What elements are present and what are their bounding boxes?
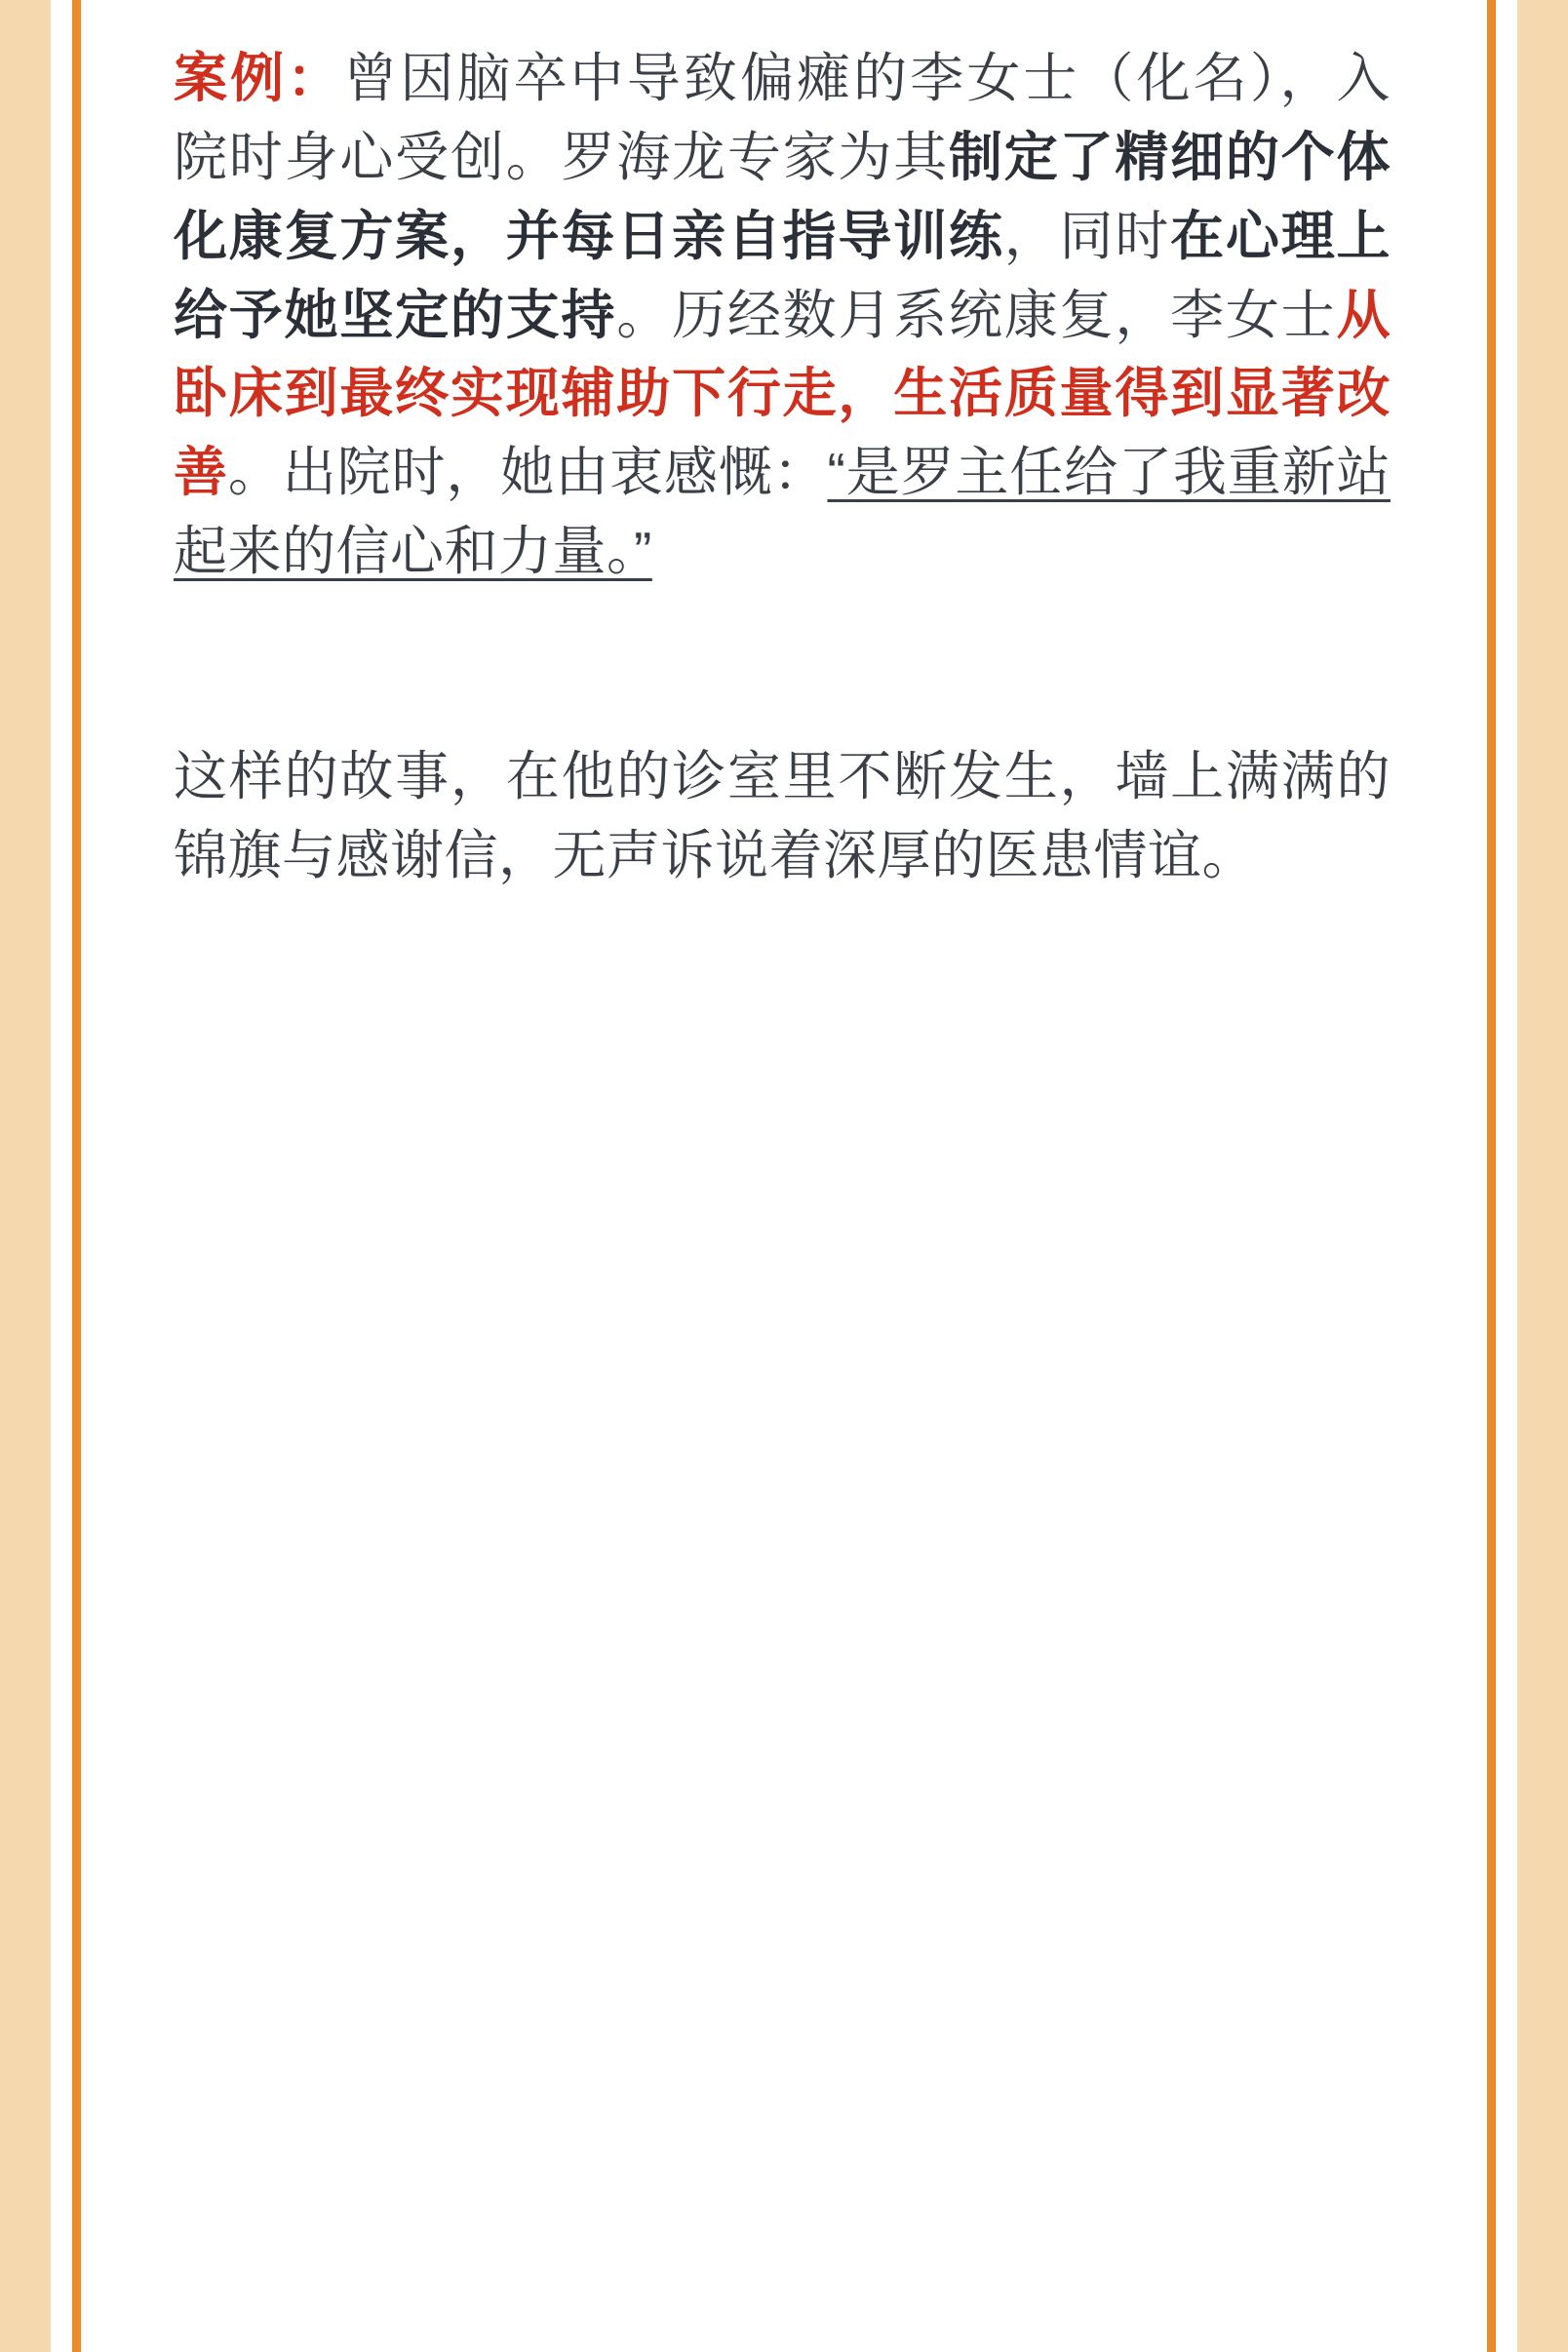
right-band-gap xyxy=(1496,0,1517,2352)
case-text-segment-1: 曾因脑卒中导致偏瘫的李女士（化名），入院时身心受创。罗海龙专家为其 xyxy=(174,48,1391,187)
left-band-accent xyxy=(72,0,81,2352)
closing-paragraph: 这样的故事，在他的诊室里不断发生，墙上满满的锦旗与感谢信，无声诉说着深厚的医患情谊。 xyxy=(174,745,1391,885)
left-band-light xyxy=(0,0,51,2352)
case-paragraph xyxy=(174,39,1391,591)
case-text-segment-7: 。出院时，她由衷感慨： xyxy=(227,442,828,503)
left-decorative-border xyxy=(0,0,127,2352)
right-band-accent xyxy=(1487,0,1496,2352)
case-text-segment-3: ，同时 xyxy=(1003,205,1171,266)
case-text-bold-1: 制定了精细的个体化康复方案，并每日亲自指导训练 xyxy=(174,126,1391,266)
case-label: 案例： xyxy=(174,48,344,108)
right-decorative-border xyxy=(1441,0,1568,2352)
case-text-segment-5: 。历经数月系统康复，李女士 xyxy=(616,284,1337,345)
left-band-gap xyxy=(51,0,72,2352)
right-band-light xyxy=(1517,0,1568,2352)
article-content xyxy=(174,39,1391,895)
case-text-bold-2: 在心理上给予她坚定的支持 xyxy=(174,205,1391,345)
case-quote: “是罗主任给了我重新站起来的信心和力量。” xyxy=(174,442,1391,582)
case-text-highlight: 从卧床到最终实现辅助下行走，生活质量得到显著改善 xyxy=(174,284,1391,503)
